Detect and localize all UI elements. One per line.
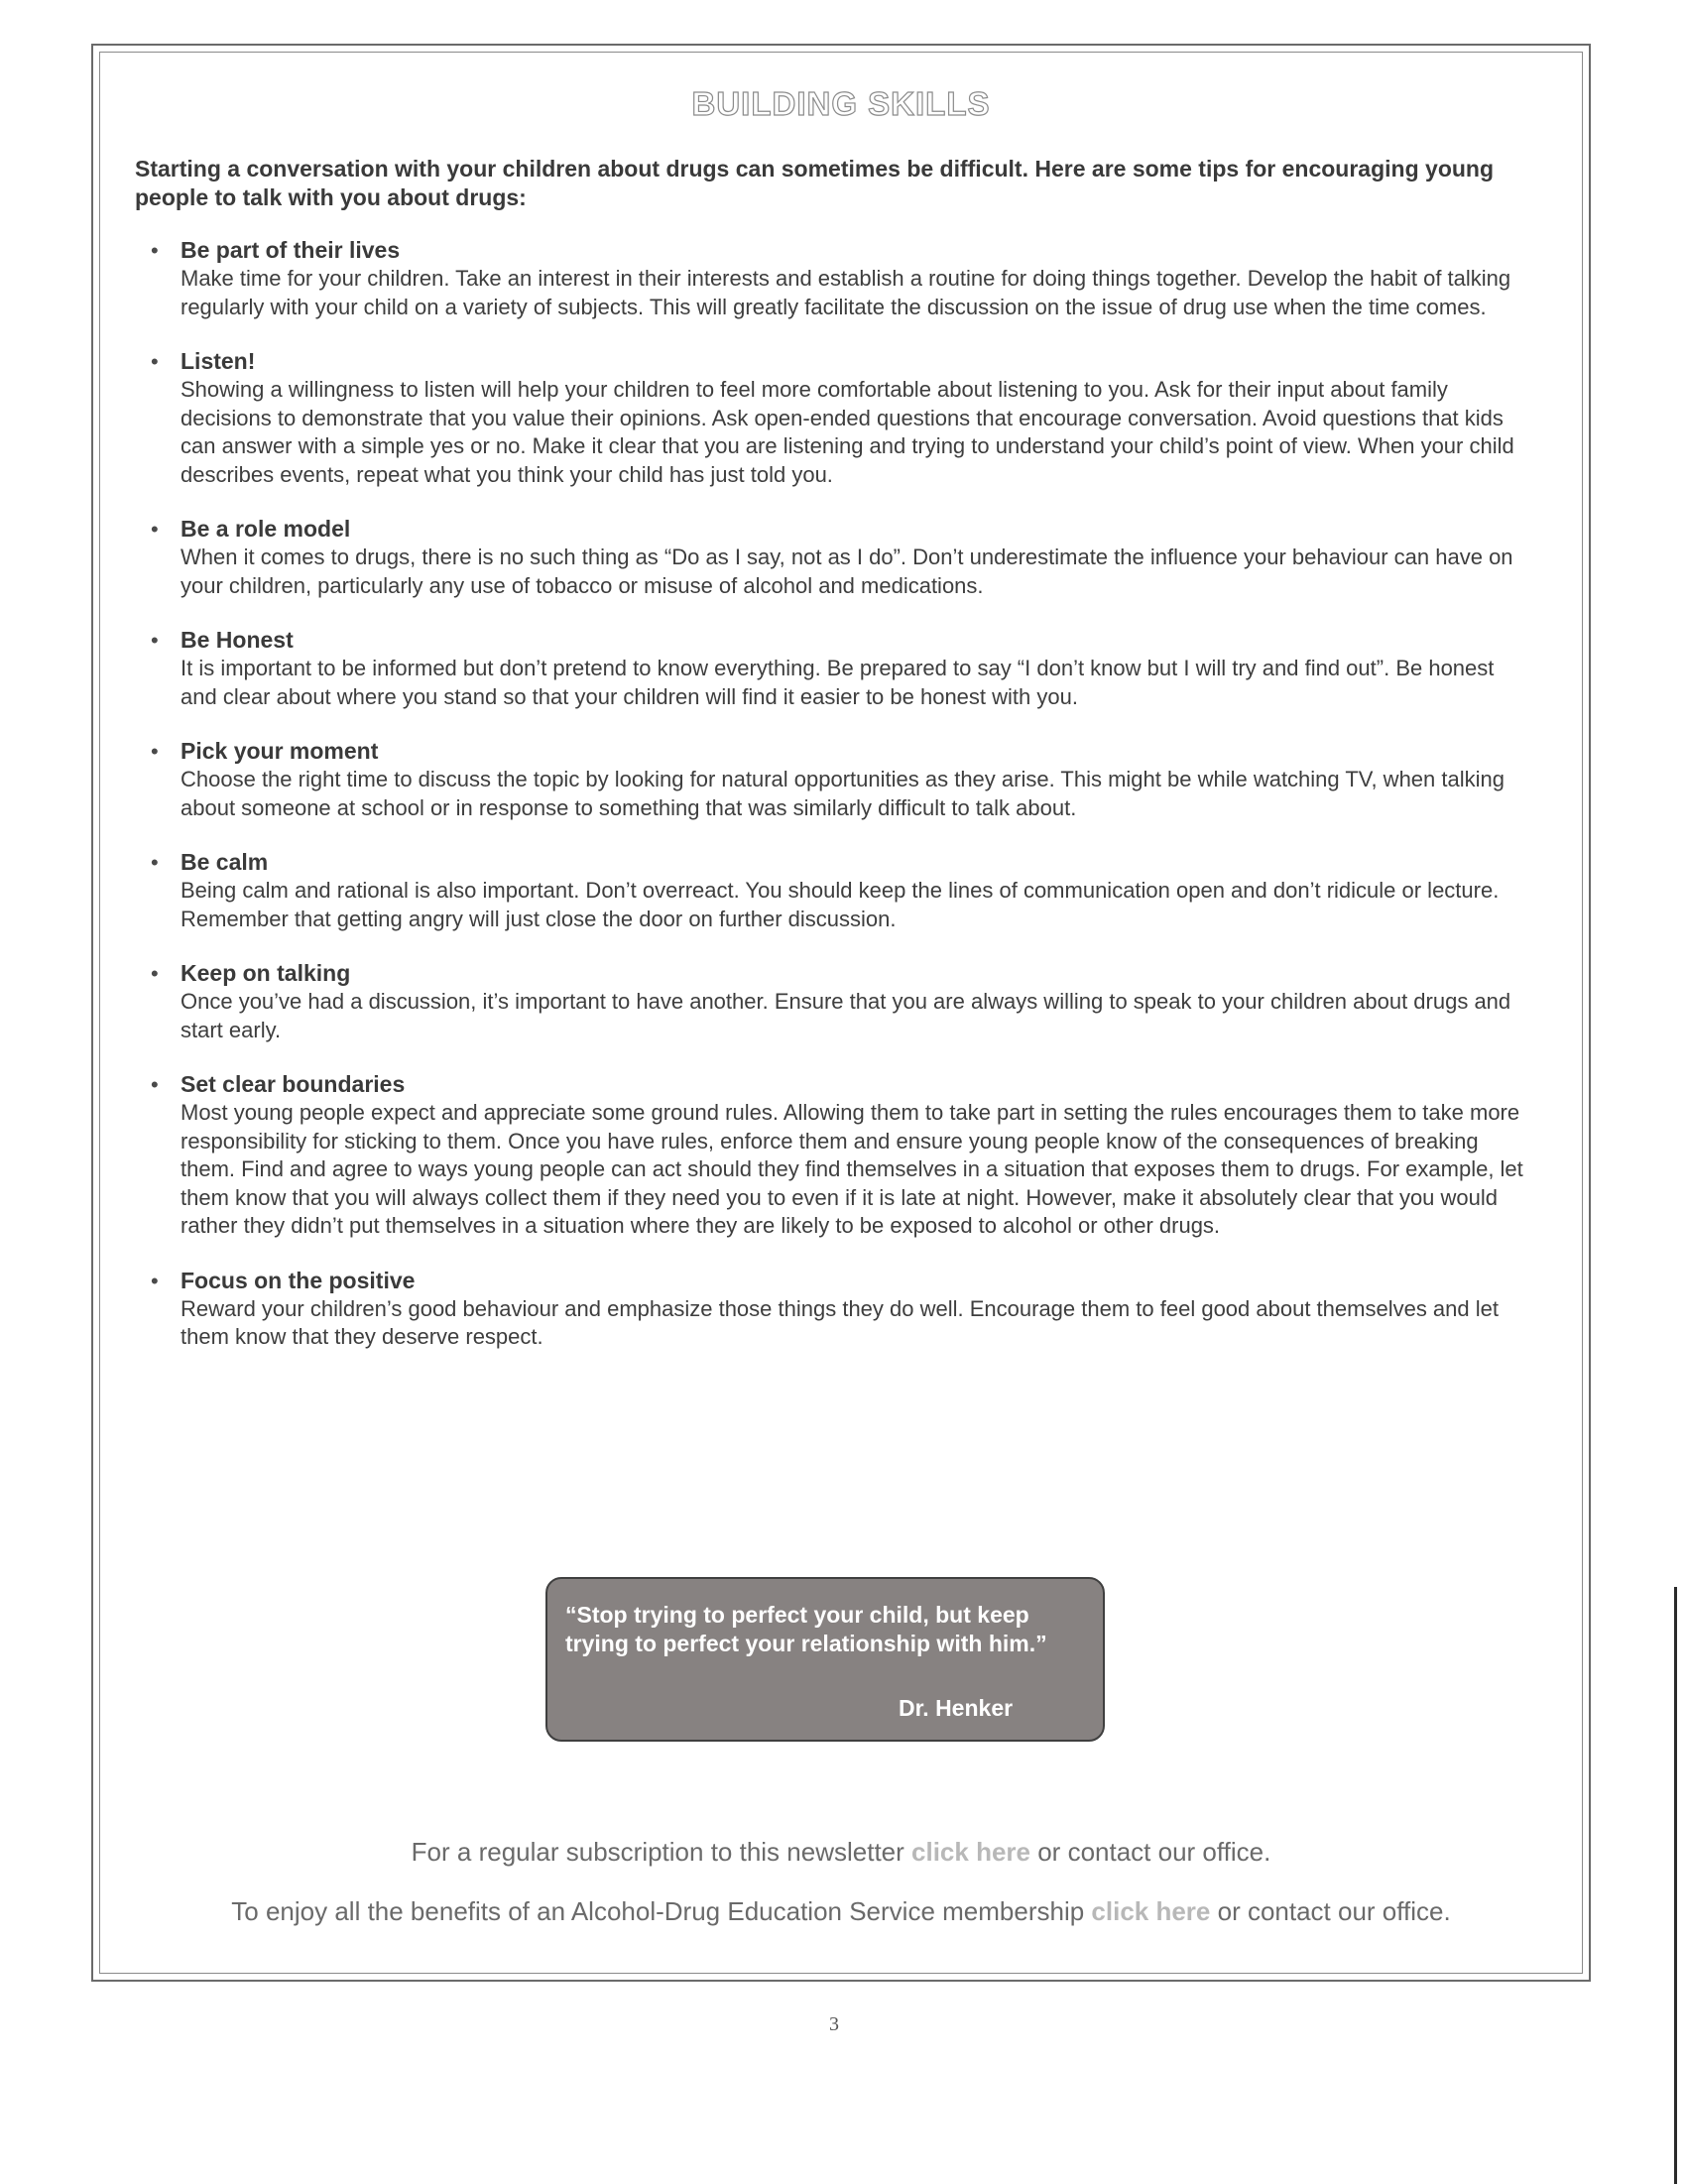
- tip-body: It is important to be informed but don’t pretend to know everything. Be prepared to say “I don’t know but I will try and find out”. Be honest and clear about where you stand so that your children will find it easier to be honest with you.: [181, 656, 1495, 709]
- bullet-icon: •: [151, 349, 159, 374]
- list-item: [151, 236, 1531, 321]
- membership-footer: [99, 1896, 1583, 1927]
- page-title: BUILDING SKILLS: [691, 85, 991, 122]
- bullet-icon: •: [151, 850, 159, 875]
- bullet-icon: •: [151, 238, 159, 263]
- tip-body: Being calm and rational is also important. Don’t overreact. You should keep the lines of communication open and don’t ridicule or lecture. Remember that getting angry will just close the door on further discussion.: [181, 878, 1500, 931]
- tip-body: Make time for your children. Take an interest in their interests and establish a routine for doing things together. Develop the habit of talking regularly with your child on a variety of subjects. This will greatly facilitate the discussion on the issue of drug use when the time comes.: [181, 266, 1511, 319]
- quote-text: “Stop trying to perfect your child, but keep trying to perfect your relationship with him.”: [565, 1602, 1047, 1656]
- tip-body: When it comes to drugs, there is no such thing as “Do as I say, not as I do”. Don’t underestimate the influence your behaviour can have on your children, particularly any use of tobacco or misuse of alcohol and medications.: [181, 545, 1513, 598]
- quote-box: [545, 1577, 1105, 1742]
- bullet-icon: •: [151, 517, 159, 542]
- list-item: [151, 737, 1531, 822]
- footer-text: For a regular subscription to this newsletter: [411, 1837, 912, 1867]
- bullet-icon: •: [151, 1268, 159, 1293]
- list-item: [151, 1267, 1531, 1352]
- bullet-icon: •: [151, 739, 159, 764]
- footer-text: To enjoy all the benefits of an Alcohol-Drug Education Service membership: [231, 1896, 1092, 1926]
- tips-list: [151, 236, 1531, 1378]
- tip-title: Keep on talking: [181, 960, 351, 986]
- bullet-icon: •: [151, 628, 159, 653]
- scan-edge-divider: [1674, 1587, 1677, 2184]
- tip-title: Be a role model: [181, 516, 351, 542]
- tip-title: Focus on the positive: [181, 1267, 416, 1293]
- list-item: [151, 848, 1531, 933]
- membership-link[interactable]: click here: [1091, 1896, 1211, 1926]
- list-item: [151, 626, 1531, 711]
- bullet-icon: •: [151, 1072, 159, 1097]
- tip-title: Listen!: [181, 348, 256, 374]
- page-number: 3: [829, 2013, 839, 2035]
- tip-body: Showing a willingness to listen will help your children to feel more comfortable about listening to you. Ask for their input about family decisions to demonstrate that you value their opinions. Ask open-ended questions that encourage conversation. Avoid questions that kids can answer with a simple yes or no. Make it clear that you are listening and trying to understand your child’s point of view. When your child describes events, repeat what you think your child has just told you.: [181, 377, 1514, 487]
- footer-text: or contact our office.: [1030, 1837, 1271, 1867]
- intro-paragraph: Starting a conversation with your children about drugs can sometimes be difficult. Here are some tips for encouraging young people to talk with you about drugs:: [135, 156, 1495, 210]
- tip-body: Choose the right time to discuss the topic by looking for natural opportunities as they arise. This might be while watching TV, when talking about someone at school or in response to something that was similarly difficult to talk about.: [181, 767, 1505, 820]
- tip-body: Reward your children’s good behaviour and emphasize those things they do well. Encourage them to feel good about themselves and let them know that they deserve respect.: [181, 1295, 1499, 1349]
- list-item: [151, 1070, 1531, 1241]
- tip-body: Most young people expect and appreciate some ground rules. Allowing them to take part in setting the rules encourages them to take more responsibility for sticking to them. Once you have rules, enforce them and ensure young people know of the consequences of breaking them. Find and agree to ways young people can act should they find themselves in a situation that exposes them to drugs. For example, let them know that you will always collect them if they need you to even if it is late at night. However, make it absolutely clear that you would rather they didn’t put themselves in a situation where they are likely to be exposed to alcohol or other drugs.: [181, 1100, 1523, 1238]
- tip-title: Pick your moment: [181, 738, 379, 764]
- tip-title: Be calm: [181, 849, 269, 875]
- subscription-link[interactable]: click here: [911, 1837, 1030, 1867]
- list-item: [151, 515, 1531, 600]
- tip-title: Be Honest: [181, 627, 294, 653]
- tip-body: Once you’ve had a discussion, it’s important to have another. Ensure that you are always willing to speak to your children about drugs and start early.: [181, 989, 1511, 1042]
- list-item: [151, 347, 1531, 489]
- bullet-icon: •: [151, 961, 159, 986]
- tip-title: Set clear boundaries: [181, 1071, 406, 1097]
- list-item: [151, 959, 1531, 1044]
- subscription-footer: [99, 1837, 1583, 1868]
- quote-author: Dr. Henker: [899, 1695, 1014, 1721]
- tip-title: Be part of their lives: [181, 237, 401, 263]
- footer-text: or contact our office.: [1210, 1896, 1451, 1926]
